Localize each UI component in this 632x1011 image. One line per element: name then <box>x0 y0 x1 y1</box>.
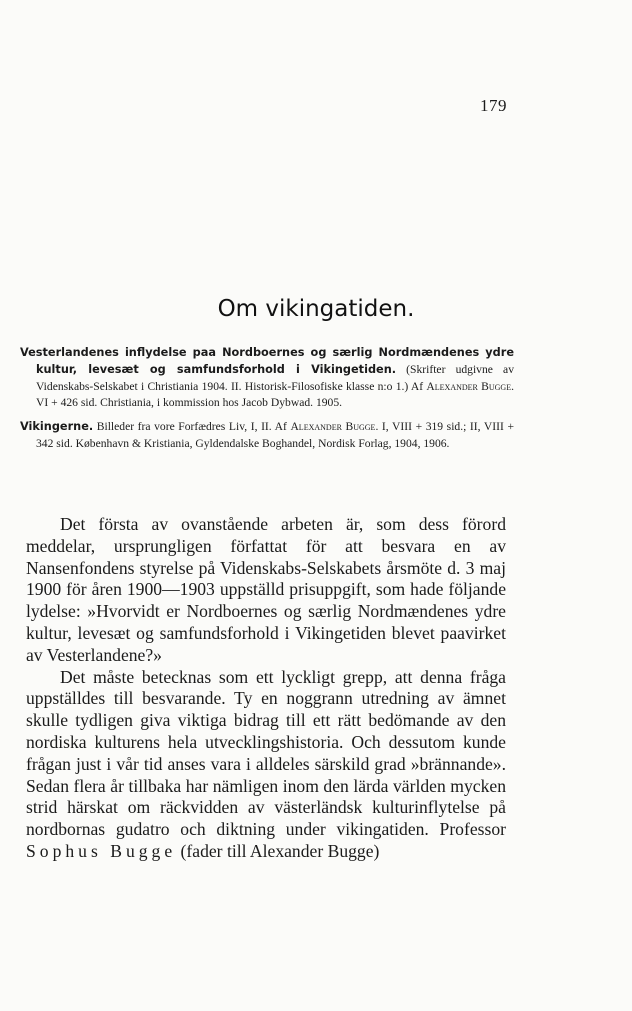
reference-title: Vikingerne. <box>20 420 94 434</box>
reference-details: . VI + 426 sid. Christiania, i kommission hos Jacob Dybwad. 1905. <box>36 379 514 410</box>
paragraph: Det första av ovanstående arbeten är, som dess förord meddelar, ursprungligen författat för att besvara en av Nansenfondens styrelse på Videnskabs-Selskabets årsmöte d. 3 maj 1900 för åren 1900—1903 uppställd prisuppgift, som hade följande lydelse: »Hvorvidt er Nordboernes og særlig Nordmændenes ydre kultur, levesæt og samfundsforhold i Vikingetiden blevet paavirket av Vesterlandene?» <box>26 514 506 665</box>
spaced-name: Sophus Bugge <box>26 840 177 861</box>
reference-details: (Skrifter udgivne av Videnskabs-Selskabet i Christiania 1904. II. Historisk-Filosofiske klasse n:o 1.) Af <box>36 362 514 393</box>
reference-list <box>20 345 514 460</box>
reference-author: Alexander Bugge <box>426 379 512 393</box>
page-number: 179 <box>480 96 507 115</box>
reference-entry <box>20 345 514 412</box>
reference-details: . I, VIII + 319 sid.; II, VIII + 342 sid. København & Kristiania, Gyldendalske Boghandel, Nordisk Forlag, 1904, 1906. <box>36 420 514 450</box>
reference-entry <box>20 419 514 453</box>
article-title: Om vikingatiden. <box>217 296 415 322</box>
reference-details: Billeder fra vore Forfædres Liv, I, II. Af <box>93 420 291 434</box>
reference-title: Vesterlandenes inflydelse paa Nordboernes og særlig Nordmændenes ydre kultur, levesæt og samfundsforhold i Vikingetiden. <box>20 346 514 376</box>
paragraph <box>26 667 506 863</box>
reference-author: Alexander Bugge <box>290 420 376 434</box>
body-text <box>26 514 506 863</box>
paragraph-text: Det måste betecknas som ett lyckligt grepp, att denna fråga uppställdes till besvarande. Ty en noggrann utredning av ämnet skulle tydligen giva viktiga bidrag till ett rätt bedömande av den nordiska kulturens hela utvecklingshistoria. Och dessutom kunde frågan just i vår tid anses vara i alldeles särskild grad »brännande». Sedan flera år tillbaka har nämligen inom den lärda världen mycken strid härskat om räckvidden av västerländsk kulturinflytelse på nordbornas gudatro och diktning under vikingatiden. Professor <box>26 666 506 840</box>
paragraph-text: (fader till Alexander Bugge) <box>176 840 380 861</box>
